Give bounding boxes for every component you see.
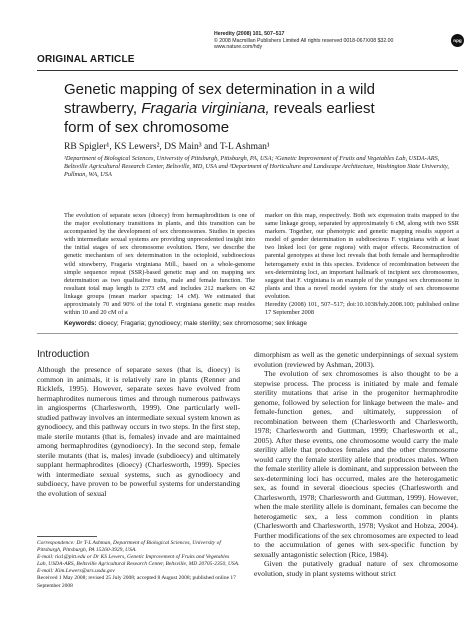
journal-url[interactable]: www.nature.com/hdy [214,44,263,51]
keywords-text: dioecy; Fragaria; gynodioecy; male sterility; sex chromosome; sex linkage [98,320,307,327]
article-title [64,80,459,137]
journal-citation-line: Heredity (2008) 101, 507–517 [214,31,285,37]
title-line-2-post: reveals earliest [269,100,375,117]
author-list: RB Spigler¹, KS Lewers², DS Main³ and T-L Ashman¹ [64,142,270,152]
copyright-line: © 2008 Macmillan Publishers Limited All rights reserved 0018-067X/08 $32.00 [214,37,394,44]
abstract-citation: Heredity (2008) 101, 507–517; doi:10.1038/hdy.2008.100; published online 17 September 2008 [265,301,459,317]
received-dates: Received 1 May 2008; revised 25 July 2008; accepted 8 August 2008; published online 17 September 2008 [37,575,236,589]
title-species-name: Fragaria virginiana, [141,100,270,117]
header-divider [37,70,458,71]
intro-right-column [254,350,458,578]
abstract-right-column [265,212,459,317]
intro-paragraph-1-continued: dimorphism as well as the genetic underpinnings of sexual system evolution (reviewed by Ashman, 2003). [254,350,458,369]
title-line-2 [64,99,459,118]
title-line-3: form of sex chromosome [64,119,230,136]
abstract-text-right: marker on this map, respectively. Both sex expression traits mapped to the same linkage group, separated by approximately 6 cM, along with two SSR markers. Together, our phenotypic and genetic mapping results support a model of gender determination in subdioecious F. virginiana with at least two linked loci (or gene regions) with major effects. Reconstruction of parental genotypes at these loci reveals that both female and hermaphrodite heterogamety exist in this species. Evidence of recombination between the sex-determining loci, an important hallmark of incipient sex chromosomes, suggest that F. virginiana is an example of the youngest sex chromosome in plants and thus a novel model system for the study of sex chromosome evolution. [265,212,459,300]
keywords-divider [37,333,458,334]
abstract-text-left: The evolution of separate sexes (dioecy) from hermaphroditism is one of the major evolutionary transitions in plants, and this transition can be accompanied by the development of sex chromosomes. Studies in species with intermediate sexual systems are providing unprecedented insight into the initial stages of sex chromosome evolution. Here, we describe the genetic mechanism of sex determination in the octoploid, subdioecious wild strawberry, Fragaria virginiana Mill., based on a whole-genome simple sequence repeat (SSR)-based genetic map and on mapping sex determination as two qualitative traits, male and female function. The resultant total map length is 2373 cM and includes 212 markers on 42 linkage groups (mean marker spacing: 14 cM). We estimated that approximately 70 and 90% of the total F. virginiana genetic map resides within 10 and 20 cM of a [64,212,255,317]
intro-left-column [37,365,240,498]
title-line-2-pre: strawberry, [64,100,142,117]
correspondence: Correspondence: Dr T-L Ashman, Department of Biological Sciences, University of Pittsburgh, Pittsburgh, PA 15260-3929, USA. [37,540,221,554]
article-type: ORIGINAL ARTICLE [37,54,135,65]
journal-header [214,31,454,51]
correspondence-email-1: E-mail: tia1@pitt.edu or Dr KS Lewers, Genetic Improvement of Fruits and Vegetables Lab, USDA-ARS, Beltsville Agricultural Research Center, Beltsville, MD 20705-2350, USA. [37,554,240,568]
title-line-1: Genetic mapping of sex determination in a wild [64,81,376,98]
intro-paragraph-3: Given the putatively gradual nature of sex chromosome evolution, study in plant systems without strict [254,559,458,578]
intro-paragraph-2: The evolution of sex chromosomes is also thought to be a stepwise process. The process is initiated by male and female sterility mutations that arise in the progenitor hermaphrodite genome, followed by selection for linkage between the male- and female-function genes, and ultimately, suppression of recombination between them (Charlesworth and Charlesworth, 1978; Charlesworth and Guttman, 1999; Charlesworth et al., 2005). After these events, one chromosome would carry the male sterility allele that produces females and the other chromosome would carry the female sterility allele that produces males. When the female sterility allele is dominant, and suppression between the sex-determining loci has occurred, males are the heterogametic sex, as found in several dioecious species (Charlesworth and Charlesworth, 1978; Charlesworth and Guttman, 1999). However, when the male sterility allele is dominant, females can become the heterogametic sex, a less common condition in plants (Charlesworth and Charlesworth, 1978; Vyskot and Hobza, 2004). Further modifications of the sex chromosomes are expected to lead to the accumulation of genes with sex-specific function by sexually antagonistic selection (Rice, 1984). [254,369,458,559]
keywords [64,320,459,327]
intro-paragraph-1: Although the presence of separate sexes (that is, dioecy) is common in animals, it is relatively rare in plants (Renner and Ricklefs, 1995). However, separate sexes have evolved from hermaphrodites numerous times and through numerous pathways in angiosperms (Charlesworth, 1999). One particularly well-studied pathway involves an intermediate sexual system known as gynodioecy, and this pathway occurs in two steps. In the first step, male sterile mutants (that is, females) invade and are maintained among hermaphrodites (gynodioecy). In the second step, female sterile mutants (that is, males) invade (subdioecy) and ultimately supplant hermaphrodites (dioecy) (Charlesworth, 1999). Species with intermediate sexual systems, such as gynodioecy and subdioecy, have proven to be powerful systems for understanding the evolution of sexual [37,365,240,498]
author-affiliations: ¹Department of Biological Sciences, University of Pittsburgh, Pittsburgh, PA, USA; ²Genetic Improvement of Fruits and Vegetables Lab, USDA-ARS, Beltsville Agricultural Research Center, Beltsville, MD, USA and ³Department of Horticulture and Landscape Architecture, Washington State University, Pullman, WA, USA [64,155,449,179]
npg-logo-icon: npg [451,34,464,47]
keywords-label: Keywords: [64,320,97,327]
correspondence-email-2: E-mail: Kim.Lewers@ars.usda.gov [37,568,115,575]
footnote-divider [37,536,97,537]
section-heading-introduction: Introduction [37,349,90,360]
footnote [37,540,240,590]
abstract-left-column [64,212,255,317]
